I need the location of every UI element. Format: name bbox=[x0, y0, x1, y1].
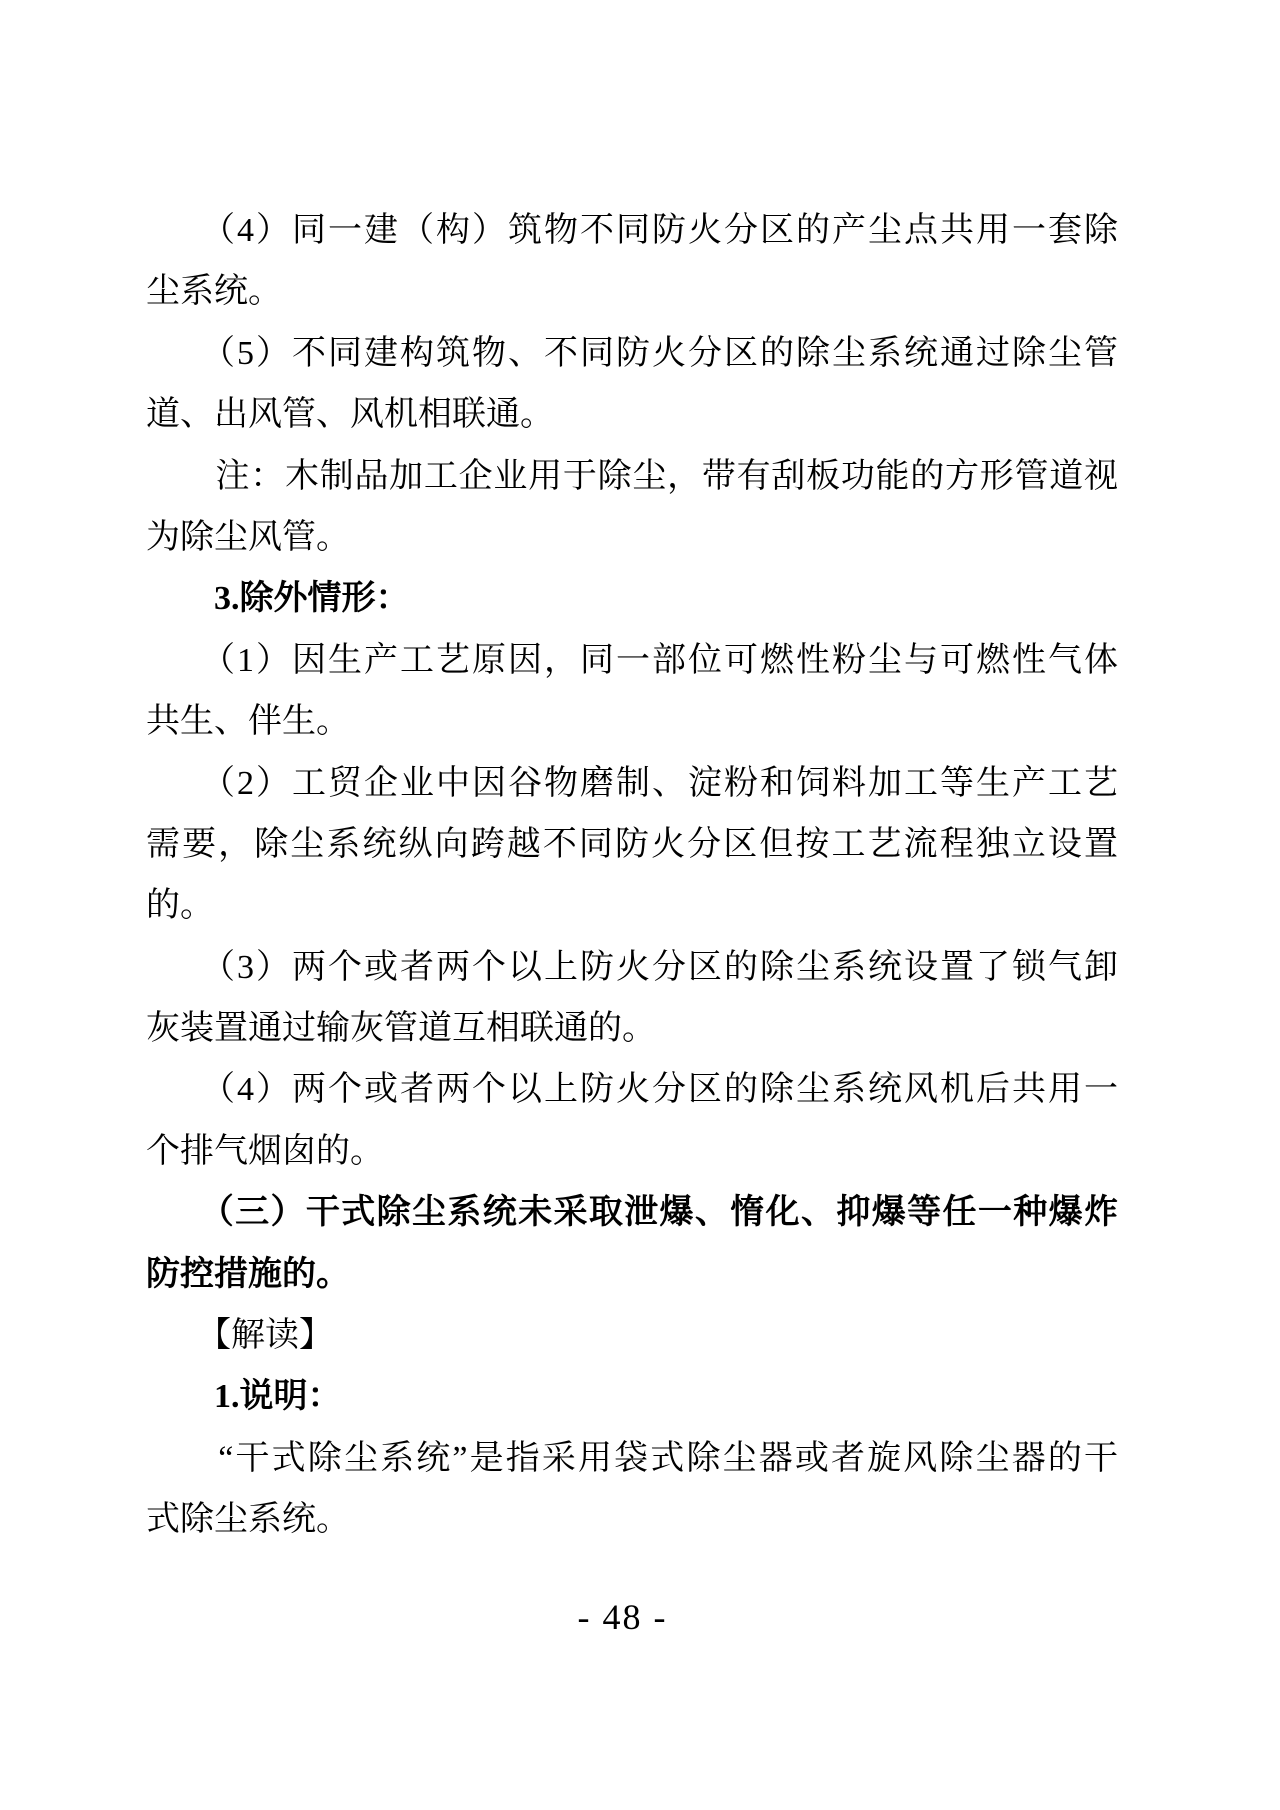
text-line: 个排气烟囱的。 bbox=[146, 1132, 384, 1170]
text-line: 灰装置通过输灰管道互相联通的。 bbox=[146, 1010, 656, 1048]
text-line: 【解读】 bbox=[146, 1317, 333, 1355]
text-line: 尘系统。 bbox=[146, 273, 282, 311]
text-line: “干式除尘系统”是指采用袋式除尘器或者旋风除尘器的干 bbox=[146, 1439, 1118, 1477]
text-line: 道、出风管、风机相联通。 bbox=[146, 396, 554, 434]
text-line: （5）不同建构筑物、不同防火分区的除尘系统通过除尘管 bbox=[146, 334, 1118, 372]
text-line: 需要，除尘系统纵向跨越不同防火分区但按工艺流程独立设置 bbox=[146, 825, 1118, 863]
text-line: （1）因生产工艺原因，同一部位可燃性粉尘与可燃性气体 bbox=[146, 641, 1118, 679]
text-line: 3.除外情形： bbox=[146, 580, 410, 618]
document-body bbox=[146, 200, 1118, 1551]
text-line: 式除尘系统。 bbox=[146, 1501, 350, 1539]
text-line: （4）同一建（构）筑物不同防火分区的产尘点共用一套除 bbox=[146, 212, 1118, 249]
text-line: 防控措施的。 bbox=[146, 1255, 350, 1293]
page-number: - 48 - bbox=[577, 1597, 668, 1637]
text-line: （三）干式除尘系统未采取泄爆、惰化、抑爆等任一种爆炸 bbox=[146, 1194, 1118, 1232]
text-line: 为除尘风管。 bbox=[146, 518, 350, 556]
text-line: 的。 bbox=[146, 887, 214, 925]
text-line: （4）两个或者两个以上防火分区的除尘系统风机后共用一 bbox=[146, 1071, 1118, 1109]
text-line: 1.说明： bbox=[146, 1378, 342, 1416]
text-line: （2）工贸企业中因谷物磨制、淀粉和饲料加工等生产工艺 bbox=[146, 764, 1118, 802]
text-line: 共生、伴生。 bbox=[146, 703, 350, 741]
text-line: 注：木制品加工企业用于除尘，带有刮板功能的方形管道视 bbox=[146, 457, 1118, 495]
text-line: （3）两个或者两个以上防火分区的除尘系统设置了锁气卸 bbox=[146, 948, 1118, 986]
